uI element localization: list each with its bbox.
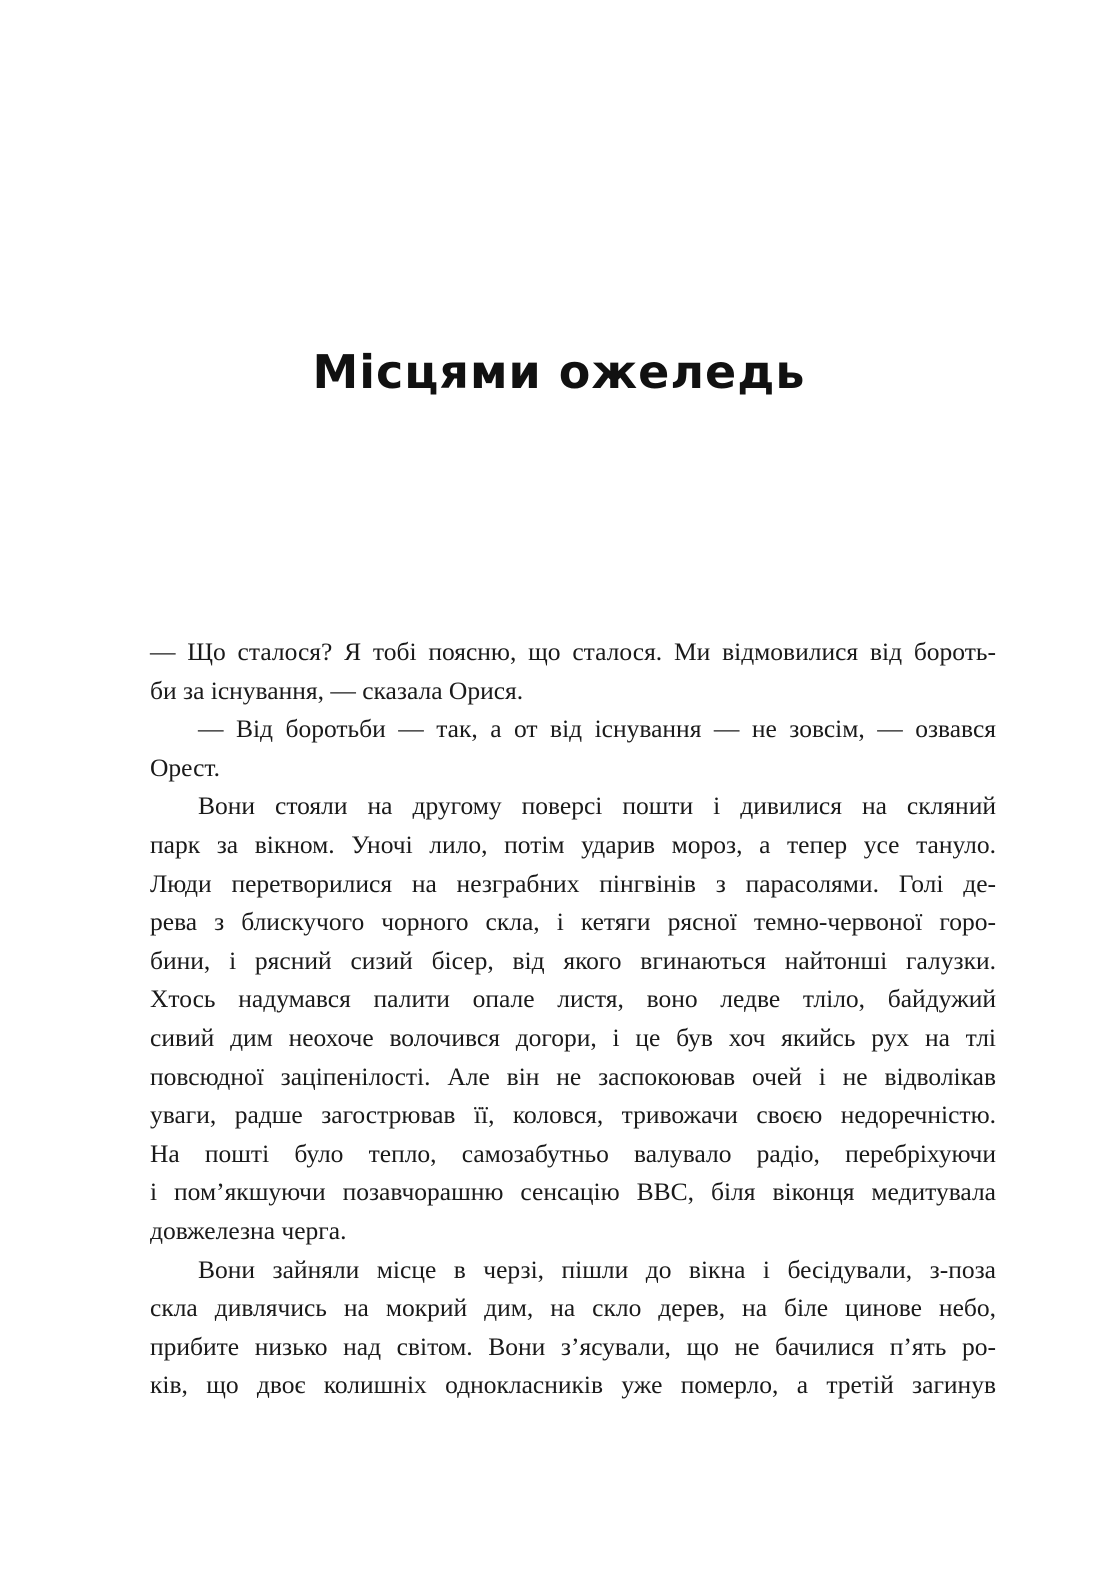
text-line: Вони зайняли місце в черзі, пішли до вікна і бесідували, з-поза (198, 1254, 996, 1284)
text-line: Вони стояли на другому поверсі пошти і дивилися на скляний (198, 791, 996, 821)
text-line: сивий дим неохоче волочився догори, і це був хоч якийсь рух на тлі (150, 1022, 996, 1052)
paragraph (150, 1251, 996, 1405)
text-line: Орест. (150, 752, 221, 782)
text-line: — Від боротьби — так, а от від існування — не зовсім, — озвався (198, 714, 996, 744)
text-line: бини, і рясний сизий бісер, від якого вгинаються найтонші галузки. (150, 945, 996, 975)
paragraph (150, 710, 996, 787)
text-line: Люди перетворилися на незграбних пінгвінів з парасолями. Голі де- (150, 868, 996, 898)
text-line: Хтось надумався палити опале листя, воно ледве тліло, байдужий (150, 984, 996, 1014)
text-line: і пом’якшуючи позавчорашню сенсацію BBC, біля віконця медитувала (150, 1177, 996, 1207)
text-line: би за існування, — сказала Орися. (150, 675, 524, 705)
text-line: ків, що двоє колишніх однокласників уже померло, а третій загинув (150, 1370, 996, 1400)
paragraph (150, 787, 996, 1250)
text-line: На пошті було тепло, самозабутньо валувало радіо, перебріхуючи (150, 1138, 996, 1168)
text-line: — Що сталося? Я тобі поясню, що сталося. Ми відмовилися від бороть- (150, 637, 996, 666)
chapter-title: Місцями ожеледь (312, 345, 806, 399)
text-line: уваги, радше загострював її, коловся, тривожачи своєю недоречністю. (150, 1100, 996, 1130)
text-line: скла дивлячись на мокрий дим, на скло дерев, на біле цинове небо, (150, 1293, 996, 1323)
text-line: прибите низько над світом. Вони з’ясували, що не бачилися п’ять ро- (150, 1331, 996, 1361)
text-line: парк за вікном. Уночі лило, потім ударив мороз, а тепер усе тануло. (150, 829, 996, 859)
body-text (150, 633, 996, 1405)
paragraph (150, 633, 996, 710)
text-line: повсюдної заціпенілості. Але він не заспокоював очей і не відволікав (150, 1061, 996, 1091)
text-line: рева з блискучого чорного скла, і кетяги рясної темно-червоної горо- (150, 907, 996, 937)
text-line: довжелезна черга. (150, 1215, 347, 1245)
